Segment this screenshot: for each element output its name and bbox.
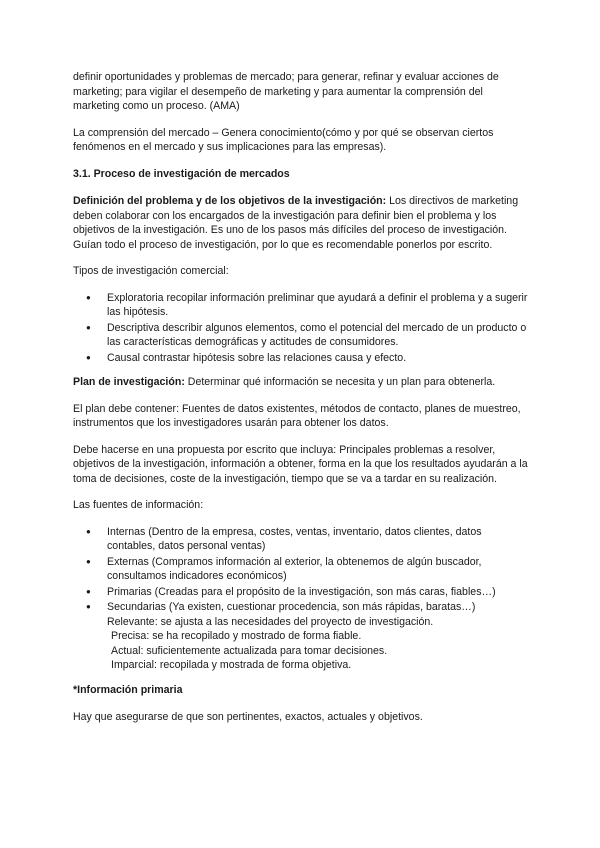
paragraph-propuesta: Debe hacerse en una propuesta por escrito que incluya: Principales problemas a resolver, objetivos de la investigación, información a obtener, forma en la que los resultados ayudarán a la toma de decisiones, coste de la investigación, tiempo que se va a tardar en su realización. [73, 443, 528, 485]
list-item-secundarias [107, 600, 528, 673]
paragraph-ama-definition: definir oportunidades y problemas de mercado; para generar, refinar y evaluar acciones de marketing; para vigilar el desempeño de marketing y para aumentar la comprensión del marketing como un proceso. (AMA) [73, 71, 499, 112]
sub-item-precisa: Precisa: se ha recopilado y mostrado de forma fiable. [111, 630, 362, 642]
list-item: ● Externas (Compramos información al exterior, la obtenemos de algún buscador, consultamos indicadores económicos) [107, 555, 528, 584]
section-heading: 3.1. Proceso de investigación de mercados [73, 167, 290, 180]
list-item: ● Exploratoria recopilar información preliminar que ayudará a definir el problema y a sugerir las hipótesis. [107, 291, 528, 320]
secundarias-text: Secundarias (Ya existen, cuestionar procedencia, son más rápidas, baratas…) [107, 601, 476, 613]
sub-item-relevante: Relevante: se ajusta a las necesidades del proyecto de investigación. [107, 615, 434, 628]
paragraph-tipos-intro: Tipos de investigación comercial: [73, 265, 229, 277]
list-item: ● Causal contrastar hipótesis sobre las relaciones causa y efecto. [107, 351, 528, 366]
tipos-list [73, 291, 528, 366]
paragraph-definicion-problema [73, 194, 528, 252]
sub-item-imparcial: Imparcial: recopilada y mostrada de forma objetiva. [111, 659, 352, 671]
definicion-label: Definición del problema y de los objetivos de la investigación: [73, 195, 387, 207]
list-item: ● Primarias (Creadas para el propósito de la investigación, son más caras, fiables…) [107, 585, 528, 600]
list-item: ● Descriptiva describir algunos elementos, como el potencial del mercado de un producto o las características demográficas y actitudes de consumidores. [107, 321, 528, 350]
document-body [73, 70, 528, 737]
plan-text: Determinar qué información se necesita y un plan para obtenerla. [184, 376, 496, 388]
paragraph-fuentes-intro: Las fuentes de información: [73, 499, 204, 511]
paragraph-plan-investigacion [73, 375, 528, 390]
paragraph-primaria: Hay que asegurarse de que son pertinentes, exactos, actuales y objetivos. [73, 711, 423, 723]
list-item: ● Internas (Dentro de la empresa, costes, ventas, inventario, datos clientes, datos contables, datos personal ventas) [107, 525, 528, 554]
sub-item-actual: Actual: suficientemente actualizada para tomar decisiones. [111, 644, 388, 657]
primaria-heading: *Información primaria [73, 683, 183, 696]
paragraph-plan-contenido: El plan debe contener: Fuentes de datos existentes, métodos de contacto, planes de muestreo, instrumentos que los investigadores usarán para obtener los datos. [73, 402, 521, 429]
plan-label: Plan de investigación: [73, 376, 185, 388]
fuentes-list [73, 525, 528, 673]
definicion-text: Los directivos de marketing deben colaborar con los encargados de la investigación para definir bien el problema y los objetivos de la investigación. Es uno de los pasos más difíciles del proceso de investigación. Guían todo el proceso de investigación, por lo que es recomendable ponerlos por escrito. [73, 195, 519, 251]
paragraph-comprension-mercado: La comprensión del mercado – Genera conocimiento(cómo y por qué se observan ciertos fenómenos en el mercado y sus implicaciones para las empresas). [73, 126, 494, 153]
